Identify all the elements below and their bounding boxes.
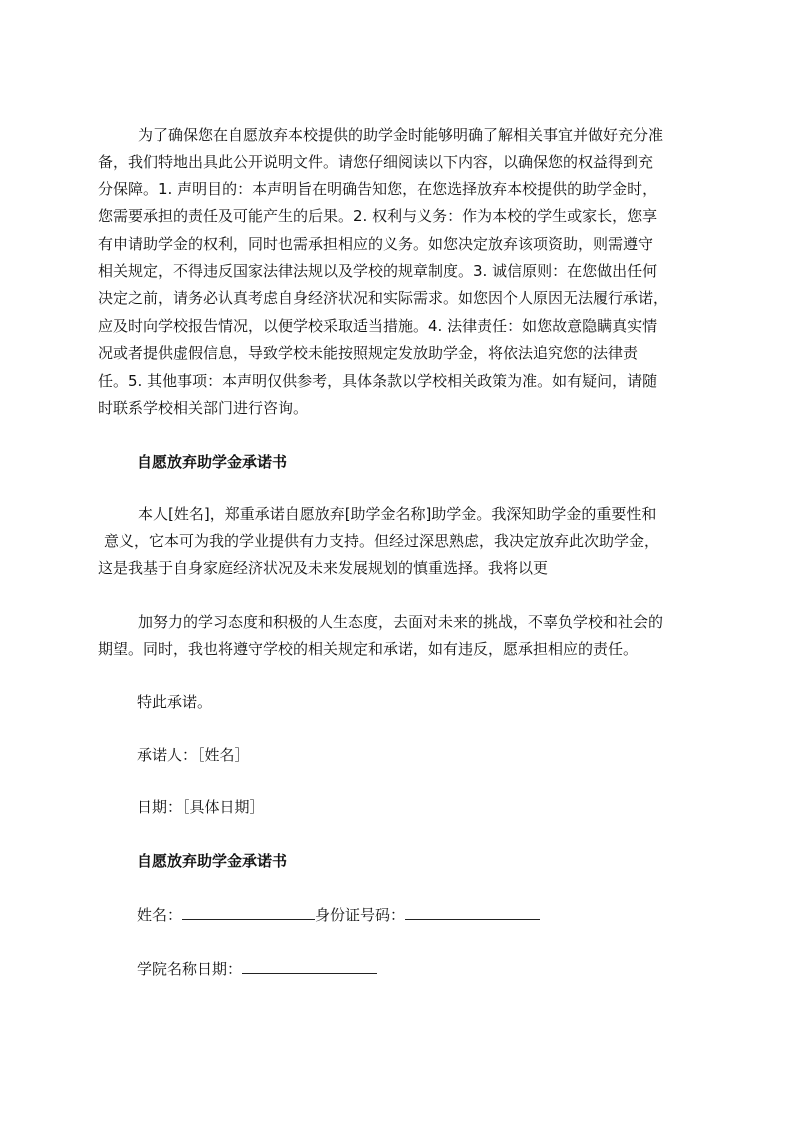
intro-line: 您需要承担的责任及可能产生的后果。2. 权利与义务：作为本校的学生或家长，您享 <box>98 207 658 225</box>
intro-line: 时联系学校相关部门进行咨询。 <box>98 399 309 417</box>
intro-line: 况或者提供虚假信息，导致学校未能按照规定发放助学金，将依法追究您的法律责 <box>98 344 639 362</box>
letter-para2-line: 期望。同时，我也将遵守学校的相关规定和承诺，如有违反，愿承担相应的责任。 <box>98 640 639 658</box>
intro-line: 分保障。1. 声明目的：本声明旨在明确告知您，在您选择放弃本校提供的助学金时， <box>98 180 658 198</box>
college-date-blank[interactable] <box>242 959 377 974</box>
intro-line: 决定之前，请务必认真考虑自身经济状况和实际需求。如您因个人原因无法履行承诺， <box>98 289 669 307</box>
signer-line: 承诺人：［姓名］ <box>137 746 250 764</box>
letter-title: 自愿放弃助学金承诺书 <box>137 453 288 471</box>
closing-text: 特此承诺。 <box>137 693 213 711</box>
document-page <box>98 0 698 1122</box>
intro-line: 任。5. 其他事项：本声明仅供参考，具体条款以学校相关政策为准。如有疑问，请随 <box>98 372 658 390</box>
name-id-row <box>137 905 540 923</box>
letter-para2-line: 加努力的学习态度和积极的人生态度，去面对未来的挑战，不辜负学校和社会的 <box>138 613 664 631</box>
intro-line: 有申请助学金的权利，同时也需承担相应的义务。如您决定放弃该项资助，则需遵守 <box>98 235 654 253</box>
intro-line: 应及时向学校报告情况，以便学校采取适当措施。4. 法律责任：如您故意隐瞒真实情 <box>98 317 658 335</box>
id-label: 身份证号码： <box>315 906 406 924</box>
id-number-blank[interactable] <box>405 905 540 920</box>
college-date-row <box>137 959 377 977</box>
form-title: 自愿放弃助学金承诺书 <box>137 852 288 870</box>
date-line: 日期：［具体日期］ <box>137 798 265 816</box>
letter-para1-line: 本人[姓名]，郑重承诺自愿放弃[助学金名称]助学金。我深知助学金的重要性和 <box>138 505 657 523</box>
college-date-label: 学院名称日期： <box>137 960 243 978</box>
intro-line: 为了确保您在自愿放弃本校提供的助学金时能够明确了解相关事宜并做好充分准 <box>138 126 664 144</box>
letter-para1-line: 这是我基于自身家庭经济状况及未来发展规划的慎重选择。我将以更 <box>98 559 549 577</box>
intro-line: 相关规定，不得违反国家法律法规以及学校的规章制度。3. 诚信原则：在您做出任何 <box>98 262 658 280</box>
name-blank[interactable] <box>182 905 315 920</box>
letter-para1-line: 意义，它本可为我的学业提供有力支持。但经过深思熟虑，我决定放弃此次助学金， <box>104 532 660 550</box>
intro-line: 备，我们特地出具此公开说明文件。请您仔细阅读以下内容，以确保您的权益得到充 <box>98 153 654 171</box>
name-label: 姓名： <box>137 906 183 924</box>
